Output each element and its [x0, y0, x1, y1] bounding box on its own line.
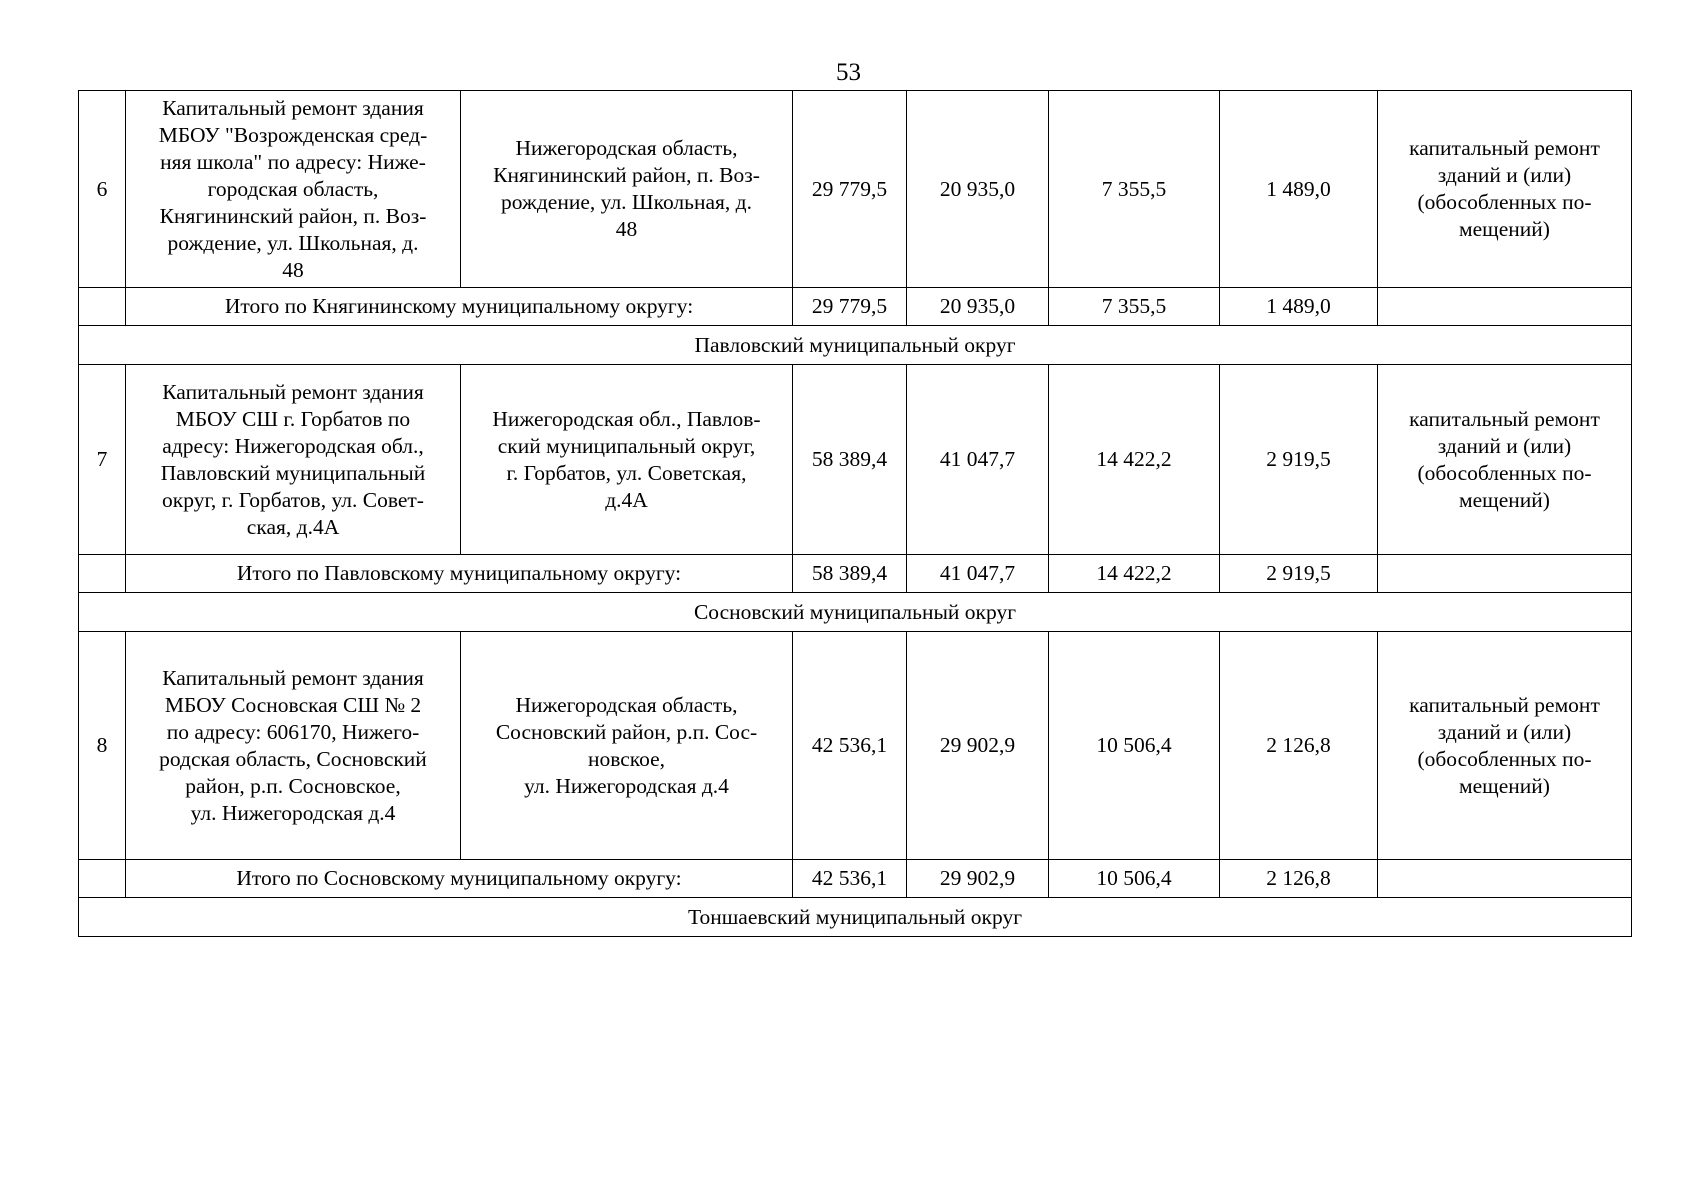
total-amount-total: 42 536,1: [793, 860, 907, 898]
amount-total: 29 779,5: [793, 91, 907, 288]
total-work-type-empty: [1378, 860, 1632, 898]
object-address: [461, 365, 793, 555]
object-address-line: 48: [615, 217, 638, 241]
amount-source-3: 2 126,8: [1220, 632, 1378, 860]
total-number-empty: [79, 555, 126, 593]
district-header: Павловский муниципальный округ: [79, 326, 1632, 365]
object-address-line: Нижегородская область,: [515, 136, 738, 160]
amount-source-2: 10 506,4: [1049, 632, 1220, 860]
total-amount-source-1: 20 935,0: [907, 288, 1049, 326]
total-label: Итого по Павловскому муниципальному округу:: [126, 555, 793, 593]
total-amount-source-2: 7 355,5: [1049, 288, 1220, 326]
object-name: [126, 632, 461, 860]
amount-source-3: 1 489,0: [1220, 91, 1378, 288]
total-amount-source-1: 41 047,7: [907, 555, 1049, 593]
object-name-line: родская область, Сосновский: [159, 746, 427, 771]
object-address-line: г. Горбатов, ул. Советская,: [506, 460, 747, 485]
object-address-line: Княгининский район, п. Воз-: [493, 163, 760, 187]
object-address-line: Сосновский район, р.п. Сос-: [495, 719, 758, 744]
total-label: Итого по Сосновскому муниципальному округу:: [126, 860, 793, 898]
work-type-line: мещений): [1459, 217, 1550, 241]
work-type-line: капитальный ремонт: [1409, 406, 1600, 431]
object-name-line: Капитальный ремонт здания: [162, 379, 424, 404]
amount-total: 42 536,1: [793, 632, 907, 860]
work-type-line: капитальный ремонт: [1409, 136, 1600, 160]
amount-source-1: 29 902,9: [907, 632, 1049, 860]
object-address-line: ул. Нижегородская д.4: [524, 773, 729, 798]
amount-source-2: 14 422,2: [1049, 365, 1220, 555]
district-header: Тоншаевский муниципальный округ: [79, 898, 1632, 937]
object-name-line: Княгининский район, п. Воз-: [159, 203, 427, 228]
district-header: Сосновский муниципальный округ: [79, 593, 1632, 632]
table-body: [79, 91, 1632, 937]
object-name: [126, 91, 461, 288]
work-type: [1378, 632, 1632, 860]
total-label: Итого по Княгининскому муниципальному округу:: [126, 288, 793, 326]
work-type-line: мещений): [1459, 487, 1550, 512]
object-address: [461, 632, 793, 860]
work-type-line: зданий и (или): [1437, 719, 1572, 744]
object-name-line: МБОУ СШ г. Горбатов по: [175, 406, 411, 431]
row-number: 6: [79, 91, 126, 288]
object-address-line: новское,: [587, 746, 666, 771]
work-type: [1378, 365, 1632, 555]
object-name-line: Павловский муниципальный: [160, 460, 426, 485]
project-row: [79, 632, 1632, 860]
object-name: [126, 365, 461, 555]
total-amount-source-2: 14 422,2: [1049, 555, 1220, 593]
amount-source-1: 41 047,7: [907, 365, 1049, 555]
object-address-line: Нижегородская обл., Павлов-: [492, 406, 761, 431]
row-number: 7: [79, 365, 126, 555]
object-name-line: МБОУ "Возрожденская сред-: [158, 122, 428, 147]
object-name-line: МБОУ Сосновская СШ № 2: [164, 692, 422, 717]
district-total-row: [79, 860, 1632, 898]
district-header-row: [79, 898, 1632, 937]
object-list-table: [78, 90, 1632, 937]
total-amount-source-3: 1 489,0: [1220, 288, 1378, 326]
page-number: 53: [836, 59, 861, 86]
amount-source-1: 20 935,0: [907, 91, 1049, 288]
work-type-line: (обособленных по-: [1417, 746, 1592, 771]
object-name-line: ская, д.4А: [246, 514, 340, 539]
district-total-row: [79, 555, 1632, 593]
object-name-line: няя школа" по адресу: Ниже-: [160, 149, 426, 174]
work-type-line: (обособленных по-: [1417, 190, 1592, 214]
district-header-row: [79, 593, 1632, 632]
object-name-line: Капитальный ремонт здания: [162, 95, 424, 120]
district-header-row: [79, 326, 1632, 365]
work-type-line: зданий и (или): [1437, 433, 1572, 458]
object-name-line: рождение, ул. Школьная, д.: [167, 230, 419, 255]
total-amount-total: 29 779,5: [793, 288, 907, 326]
district-total-row: [79, 288, 1632, 326]
project-row: [79, 365, 1632, 555]
object-address-line: рождение, ул. Школьная, д.: [501, 190, 752, 214]
total-number-empty: [79, 860, 126, 898]
object-name-line: 48: [282, 257, 304, 282]
amount-total: 58 389,4: [793, 365, 907, 555]
row-number: 8: [79, 632, 126, 860]
object-name-line: по адресу: 606170, Нижего-: [166, 719, 420, 744]
total-number-empty: [79, 288, 126, 326]
project-row: [79, 91, 1632, 288]
total-work-type-empty: [1378, 288, 1632, 326]
amount-source-2: 7 355,5: [1049, 91, 1220, 288]
object-name-line: округ, г. Горбатов, ул. Совет-: [162, 487, 424, 512]
total-amount-source-1: 29 902,9: [907, 860, 1049, 898]
total-amount-source-2: 10 506,4: [1049, 860, 1220, 898]
work-type: [1378, 91, 1632, 288]
object-address-line: д.4А: [605, 487, 648, 512]
object-address-line: ский муниципальный округ,: [497, 433, 756, 458]
object-name-line: ул. Нижегородская д.4: [190, 800, 396, 825]
object-name-line: район, р.п. Сосновское,: [185, 773, 401, 798]
work-type-line: капитальный ремонт: [1409, 692, 1600, 717]
total-work-type-empty: [1378, 555, 1632, 593]
object-name-line: городская область,: [207, 176, 379, 201]
object-address: [461, 91, 793, 288]
work-type-line: (обособленных по-: [1417, 460, 1592, 485]
work-type-line: мещений): [1459, 773, 1550, 798]
object-name-line: адресу: Нижегородская обл.,: [162, 433, 424, 458]
amount-source-3: 2 919,5: [1220, 365, 1378, 555]
total-amount-source-3: 2 919,5: [1220, 555, 1378, 593]
total-amount-total: 58 389,4: [793, 555, 907, 593]
object-name-line: Капитальный ремонт здания: [162, 665, 424, 690]
total-amount-source-3: 2 126,8: [1220, 860, 1378, 898]
object-address-line: Нижегородская область,: [515, 692, 738, 717]
work-type-line: зданий и (или): [1437, 163, 1572, 187]
